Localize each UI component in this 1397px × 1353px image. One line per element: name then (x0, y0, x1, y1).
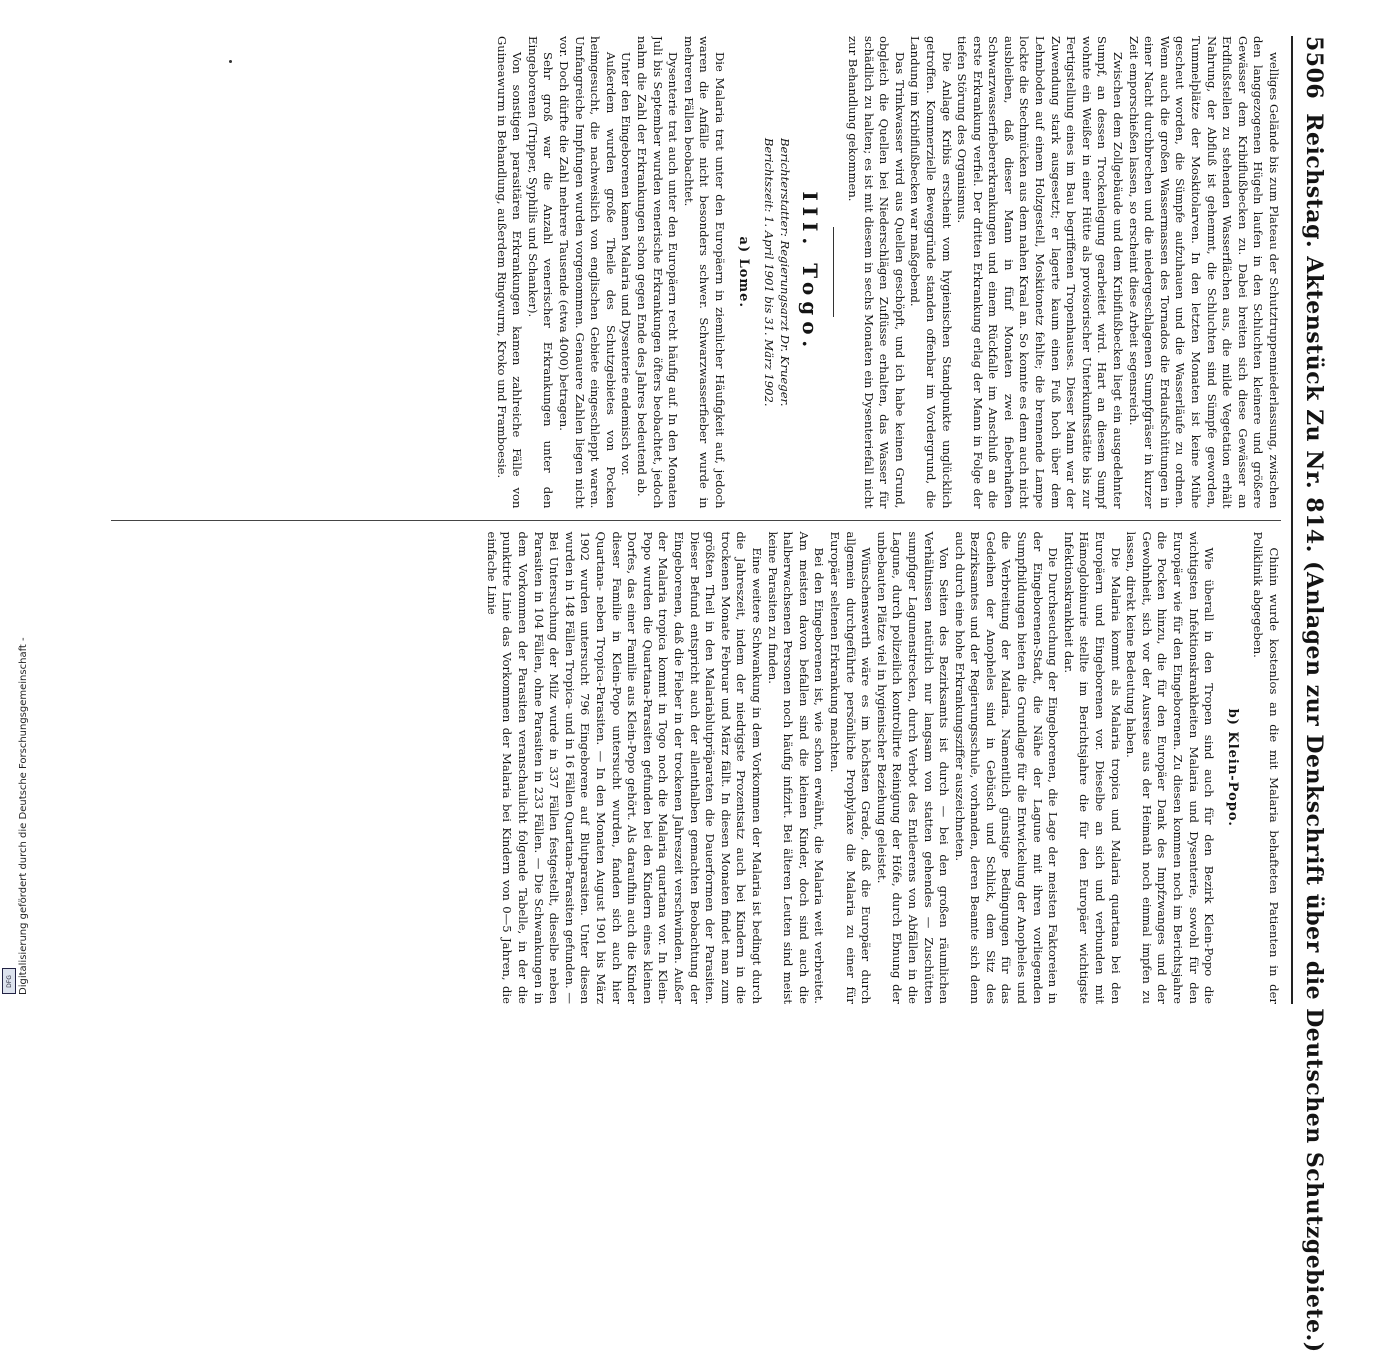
right-column (111, 531, 1281, 1004)
page-title: Reichstag. Aktenstück Zu Nr. 814. (Anlagen zur Denkschrift über die Deutschen Schutzgebiete.) (1301, 113, 1327, 1353)
period-line: Berichtszeit: 1. April 1901 bis 31. März 1902. (762, 137, 777, 407)
paragraph: Die Durchseuchung der Eingeborenen, die Lage der meisten Faktoreien in der Eingeborenen-Stadt, die Nähe der Lagune mit ihren vorliegenden Sumpfbildungen bieten die Grundlage für die Entwickelung der Anopheles und die Verbreitung der Malaria. Namentlich günstige Bedingungen für das Gedeihen der Anopheles sind in Gebüsch und Schlick, dem Sitz des Bezirksamtes und der Regierungsschule, vorhanden, deren Beamte sich denn auch durch eine hohe Erkrankungsziffer auszeichneten. (952, 531, 1061, 1004)
paragraph: welliges Gelände bis zum Plateau der Schutztruppenniederlassung, zwischen den langgezogenen Hügeln laufen in den Schluchten kleinere und größere Gewässer dem Kribiflußbecken zu. Dabei breiten sich diese Gewässer an Erdflußstellen zu stehenden Wasserflächen aus, die milde Vegetation erhält Nahrung, der Abfluß ist gehemmt, die Schluchten sind Sümpfe geworden, Tummelplätze der Moskitolarven. In den letzten Monaten ist keine Mühe gescheut worden, die Sümpfe aufzuhauen und die Wasserläufe zu ordnen. Wenn auch die großen Wassermassen des Tornados die Erdaufschüttungen in einer Nacht durchbrechen und die niedergeschlagenen Sumpfgräser in kurzer Zeit emporschießen lassen, so erscheint diese Arbeit segensreich. (1126, 36, 1281, 509)
reporter-line: Berichterstatter: Regierungsarzt Dr. Krueger. (777, 137, 792, 407)
paragraph: Bei den Eingeborenen ist, wie schon erwähnt, die Malaria weit verbreitet. Am meisten davon befallen sind die kleinen Kinder, doch sind auch die halberwachsenen Personen noch häufig infizirt. Bei älteren Leuten sind meist keine Parasiten zu finden. (765, 531, 827, 1004)
paragraph: Dysenterie trat auch unter den Europäern recht häufig auf. In den Monaten Juli bis September wurden venerische Erkrankungen öfters beobachtet, jedoch nahm die Zahl der Erkrankungen schon gegen Ende des Jahres bedeutend ab. (635, 36, 681, 509)
paragraph: Wie überall in den Tropen sind auch für den Bezirk Klein-Popo die wichtigsten Infektionskrankheiten Malaria und Dysenterie, sowohl für den Europäer wie für den Eingeborenen. Zu diesen kommen noch im Berichtsjahre die Pocken hinzu, die für den Europäer Dank des Impfzwanges und der Gewohnheit, sich vor der Ausreise aus der Heimath noch einmal impfen zu lassen, direkt keine Bedeutung haben. (1124, 531, 1217, 1004)
paragraph: Das Trinkwasser wird aus Quellen geschöpft, und ich habe keinen Grund, obgleich die Quellen bei Niederschlägen Zuflüsse erhalten, das Wasser für schädlich zu halten; es ist mit diesem in sechs Monaten ein Dysenteriefall nicht zur Behandlung gekommen. (845, 36, 907, 509)
paragraph: Sehr groß war die Anzahl venerischer Erkrankungen unter den Eingeborenen (Tripper, Syphilis und Schanker). (525, 36, 556, 509)
page-number: 5506 (1301, 36, 1327, 100)
page-header (1291, 36, 1327, 1353)
paragraph: Zwischen dem Zollgebäude und dem Kribiflußbecken liegt ein ausgedehnter Sumpf, an dessen Trockenlegung gearbeitet wird. Hart an diesem Sumpf wohnte ein Weißer in einer Hütte als provisorischer Unterkunftsstätte bis zur Fertigstellung eines im Bau begriffenen Tropenhauses. Dieser Mann war der Zuwendung stark ausgesetzt; er lagerte kaum einen Fuß hoch über dem Lehmboden auf einem Holzgestell, Moskitonetz fehlte; die brennende Lampe lockte die Stechmücken aus dem nahen Kraal an. So konnte es denn auch nicht ausbleiben, daß dieser Mann in fünf Monaten zwei fieberhaften Schwarzwasserfiebererkrankungen und einem Rückfalle im Anschluß an die erste Erkrankung verfiel. Der dritten Erkrankung erlag der Mann in Folge der tiefen Störung des Organismus. (955, 36, 1126, 509)
paragraph: Eine weitere Schwankung in dem Vorkommen der Malaria ist bedingt durch die Jahreszeit, indem der niedrigste Prozentsatz auch bei Kindern in die trockenen Monate Februar und März fällt. In diesen Monaten findet man zum größten Theil in den Malariablutpräparaten die Dauerformen der Parasiten. Dieser Befund entspricht auch der allenthalben gemachten Beobachtung der Eingeborenen, daß die Fieber in der trockenen Jahreszeit verschwinden. Außer der Malaria tropica kommt in Togo noch die Malaria quartana vor. In Klein-Popo wurden die Quartana-Parasiten gefunden bei den Kindern eines kleinen Dorfes, das einer Familie aus Klein-Popo gehört. Als daraufhin auch die Kinder dieser Familie in Klein-Popo untersucht wurden, fanden sich auch hier Quartana- neben Tropica-Parasiten. — In den Monaten August 1901 bis März 1902 wurden untersucht 796 Eingeborene auf Blutparasiten. Unter diesen wurden in 148 Fällen Tropica- und in 16 Fällen Quartana-Parasiten gefunden. — Bei Untersuchung der Milz wurde in 337 Fällen festgestellt, dieselbe neben Parasiten in 104 Fällen, ohne Parasiten in 233 Fällen. — Die Schwankungen in dem Vorkommen der Parasiten veranschaulicht folgende Tabelle, in der die punktirte Linie das Vorkommen der Malaria bei Kindern von 0—5 Jahren, die einfache Linie (484, 531, 764, 1004)
paragraph: Chinin wurde kostenlos an die mit Malaria behafteten Patienten in der Poliklinik abgegeben. (1251, 531, 1281, 1004)
scan-speck (229, 60, 232, 63)
subsection-title: a) Lome. (735, 236, 751, 308)
digitization-note: Digitalisierung gefördert durch die Deutsche Forschungsgemeinschaft - (18, 637, 29, 995)
paragraph: Von sonstigen parasitären Erkrankungen kamen zahlreiche Fälle von Guineawurm in Behandlung, außerdem Ringwurm, Kroko und Framboesie. (494, 36, 525, 509)
section-title: III. Togo. (798, 191, 823, 354)
divider (833, 227, 834, 317)
paragraph: Wünschenswerth wäre es im höchsten Grade, daß die Europäer durch allgemein durchgeführte persönliche Prophylaxe die Malaria zu einer für Europäer seltenen Erkrankung machten. (827, 531, 874, 1004)
column-rule (111, 520, 1281, 521)
left-column (111, 36, 1281, 509)
paragraph: Die Malaria trat unter den Europäern in ziemlicher Häufigkeit auf, jedoch waren die Anfälle nicht besonders schwer. Schwarzwasserfieber wurde in mehreren Fällen beobachtet. (681, 36, 727, 509)
document-page (80, 30, 1335, 1353)
subsection-title: b) Klein-Popo. (1224, 708, 1240, 827)
dfg-logo-text: DFG (5, 974, 13, 988)
paragraph: Unter den Eingeborenen kamen Malaria und Dysenterie endemisch vor. (619, 52, 634, 476)
paragraph: Die Anlage Kribis erscheint vom hygienischen Standpunkte unglücklich getroffen. Kommerzielle Beweggründe standen offenbar im Vordergrund, die Landung im Kribiflußbecken war maßgebend. (908, 36, 954, 509)
dfg-logo-icon (2, 968, 16, 994)
paragraph: Außerdem wurden große Theile des Schutzgebietes von Pocken heimgesucht, die nachweislich von englischen Gebiete eingeschleppt waren. Umfangreiche Impfungen wurden vorgenommen. Genauere Zahlen liegen nicht vor. Doch dürfte die Zahl mehrere Tausende (etwa 4000) betragen. (557, 36, 618, 509)
paragraph: Von Seiten des Bezirksamts ist durch — bei den großen räumlichen Verhältnissen natürlich nur langsam von statten gehendes — Zuschütten sumpfiger Lagunenstrecken, durch Verbot des Entleerens von Abfällen in die Lagune, durch polizeilich kontrollirte Reinigung der Höfe, durch Ebnung der unbebauten Plätze viel in hygienischer Beziehung geleistet. (874, 531, 952, 1004)
paragraph: Die Malaria kommt als Malaria tropica und Malaria quartana bei den Europäern und Eingeborenen vor. Dieselbe an sich und verbunden mit Hämoglobinurie stellte im Berichtsjahre die für den Europäer wichtigste Infektionskrankheit dar. (1061, 531, 1123, 1004)
